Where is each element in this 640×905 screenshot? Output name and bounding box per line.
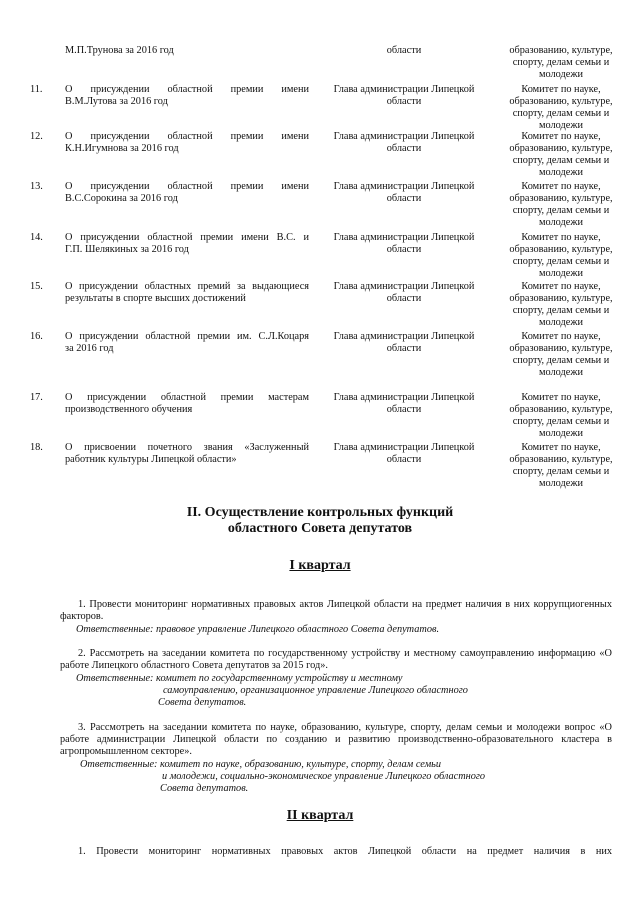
q1-item-2-note-line-1: Ответственные: комитет по государственному устройству и местному	[76, 673, 403, 684]
row-executor-line: Комитет по науке,	[521, 281, 601, 292]
row-number: 11.	[30, 84, 43, 95]
row-title-line: В.М.Лутова за 2016 год	[65, 96, 168, 108]
q1-item-2-note-line-3: Совета депутатов.	[158, 697, 247, 708]
row-executor-line: Комитет по науке,	[521, 181, 601, 192]
row-executor	[496, 281, 626, 329]
row-executor-line: образованию, культуре,	[509, 244, 613, 256]
q1-item-3-note-line-3: Совета депутатов.	[160, 783, 249, 794]
row-responsible-line: Глава администрации Липецкой	[333, 232, 475, 243]
q1-item-1-note: Ответственные: правовое управление Липецкого областного Совета депутатов.	[76, 624, 440, 635]
row-executor-line: молодежи	[539, 478, 583, 490]
row-title-line: Г.П. Шелякиных за 2016 год	[65, 244, 189, 256]
row-responsible-line: Глава администрации Липецкой	[333, 84, 475, 95]
row-executor-line: молодежи	[539, 120, 583, 132]
q1-item-3-note-line-1: Ответственные: комитет по науке, образованию, культуре, спорту, делам семьи	[80, 759, 441, 770]
quarter-2-heading: II квартал	[286, 808, 354, 823]
row-responsible-line: области	[386, 404, 422, 416]
row-title-line: О присуждении областной премии имени	[65, 181, 309, 192]
row-executor-line: Комитет по науке,	[521, 84, 601, 95]
row-executor-line: образованию, культуре,	[509, 45, 613, 56]
row-responsible-line: области	[386, 193, 422, 205]
row-title-line: В.С.Сорокина за 2016 год	[65, 193, 178, 205]
section-title: II. Осуществление контрольных функций областного Совета депутатов	[186, 505, 454, 536]
q1-item-3-note-line-2: и молодежи, социально-экономическое управление Липецкого областного	[162, 771, 486, 782]
row-executor-line: образованию, культуре,	[509, 404, 613, 416]
row-executor-line: спорту, делам семьи и	[512, 355, 610, 367]
row-title-line: работник культуры Липецкой области»	[65, 454, 237, 466]
row-executor-line: образованию, культуре,	[509, 96, 613, 108]
row-responsible	[324, 281, 484, 305]
row-executor	[496, 181, 626, 229]
row-executor-line: образованию, культуре,	[509, 193, 613, 205]
row-executor-line: молодежи	[539, 217, 583, 229]
row-responsible	[324, 181, 484, 205]
q1-item-1: 1. Провести мониторинг нормативных правовых актов Липецкой области на предмет наличия в них коррупциогенных факторов.	[60, 599, 612, 623]
row-executor	[496, 442, 626, 490]
row-responsible-line: области	[386, 343, 422, 355]
row-title-line: М.П.Трунова за 2016 год	[65, 45, 174, 56]
row-executor-line: Комитет по науке,	[521, 232, 601, 243]
row-executor	[496, 45, 626, 81]
row-title	[65, 442, 309, 466]
row-executor-line: молодежи	[539, 167, 583, 179]
q1-item-2-note-line-2: самоуправлению, организационное управление Липецкого областного	[163, 685, 468, 696]
row-executor-line: Комитет по науке,	[521, 392, 601, 403]
row-title-line: О присуждении областной премии мастерам	[65, 392, 309, 403]
row-number: 17.	[30, 392, 43, 403]
q2-item-1: 1. Провести мониторинг нормативных правовых актов Липецкой области на предмет наличия в них	[78, 846, 612, 857]
row-responsible-line: области	[386, 293, 422, 305]
row-title-line: О присуждении областных премий за выдающиеся	[65, 281, 309, 292]
row-responsible	[324, 392, 484, 416]
row-title-line: производственного обучения	[65, 404, 193, 416]
row-executor-line: спорту, делам семьи и	[512, 205, 610, 217]
row-number: 14.	[30, 232, 43, 243]
row-responsible-line: области	[386, 96, 422, 108]
q1-item-3: 3. Рассмотреть на заседании комитета по науке, образованию, культуре, спорту, делам семьи и молодежи вопрос «О работе администрации Липецкой области по созданию и развитию производственно-образовательного кластера в агропромышленном секторе».	[60, 722, 612, 758]
row-executor-line: спорту, делам семьи и	[512, 305, 610, 317]
row-title-line: О присуждении областной премии имени В.С. и	[65, 232, 309, 243]
row-responsible	[324, 331, 484, 355]
row-executor-line: спорту, делам семьи и	[512, 108, 610, 120]
row-responsible	[324, 442, 484, 466]
row-executor-line: образованию, культуре,	[509, 454, 613, 466]
row-title-line: О присуждении областной премии имени	[65, 131, 309, 142]
row-executor-line: спорту, делам семьи и	[512, 256, 610, 268]
row-responsible	[324, 131, 484, 155]
row-title-line: за 2016 год	[65, 343, 114, 355]
row-responsible-line: области	[386, 454, 422, 466]
row-title-line: О присвоении почетного звания «Заслуженный	[65, 442, 309, 453]
row-executor	[496, 131, 626, 179]
row-executor-line: спорту, делам семьи и	[512, 155, 610, 167]
row-executor-line: образованию, культуре,	[509, 143, 613, 155]
row-executor	[496, 232, 626, 280]
row-number: 18.	[30, 442, 43, 453]
row-number: 15.	[30, 281, 43, 292]
row-executor-line: спорту, делам семьи и	[512, 466, 610, 478]
row-title	[65, 84, 309, 108]
row-responsible	[324, 45, 484, 57]
row-executor-line: Комитет по науке,	[521, 331, 601, 342]
row-responsible-line: Глава администрации Липецкой	[333, 331, 475, 342]
row-executor-line: образованию, культуре,	[509, 343, 613, 355]
row-executor-line: молодежи	[539, 69, 583, 81]
row-executor-line: Комитет по науке,	[521, 131, 601, 142]
row-title	[65, 281, 309, 305]
row-executor	[496, 331, 626, 379]
row-executor	[496, 392, 626, 440]
q1-item-2: 2. Рассмотреть на заседании комитета по государственному устройству и местному самоуправлению информацию «О работе Липецкого областного Совета депутатов за 2015 год».	[60, 648, 612, 672]
row-title	[65, 131, 309, 155]
row-executor-line: спорту, делам семьи и	[512, 57, 610, 69]
row-title	[65, 45, 309, 57]
row-responsible-line: Глава администрации Липецкой	[333, 131, 475, 142]
row-title	[65, 331, 309, 355]
row-number: 16.	[30, 331, 43, 342]
row-title-line: О присуждении областной премии имени	[65, 84, 309, 95]
row-executor-line: молодежи	[539, 268, 583, 280]
row-responsible-line: области	[386, 45, 422, 56]
row-title-line: результаты в спорте высших достижений	[65, 293, 246, 305]
row-title	[65, 392, 309, 416]
row-executor	[496, 84, 626, 132]
row-executor-line: молодежи	[539, 317, 583, 329]
row-responsible-line: Глава администрации Липецкой	[333, 392, 475, 403]
row-responsible-line: Глава администрации Липецкой	[333, 442, 475, 453]
row-responsible	[324, 84, 484, 108]
quarter-1-heading: I квартал	[289, 558, 351, 573]
row-executor-line: спорту, делам семьи и	[512, 416, 610, 428]
row-executor-line: образованию, культуре,	[509, 293, 613, 305]
row-responsible-line: области	[386, 244, 422, 256]
row-executor-line: молодежи	[539, 428, 583, 440]
row-responsible-line: Глава администрации Липецкой	[333, 281, 475, 292]
row-title	[65, 181, 309, 205]
row-executor-line: Комитет по науке,	[521, 442, 601, 453]
row-responsible	[324, 232, 484, 256]
row-title	[65, 232, 309, 256]
row-responsible-line: области	[386, 143, 422, 155]
row-number: 12.	[30, 131, 43, 142]
row-executor-line: молодежи	[539, 367, 583, 379]
row-responsible-line: Глава администрации Липецкой	[333, 181, 475, 192]
row-title-line: О присуждении областной премии им. С.Л.Коцаря	[65, 331, 309, 342]
row-number: 13.	[30, 181, 43, 192]
row-title-line: К.Н.Игумнова за 2016 год	[65, 143, 179, 155]
